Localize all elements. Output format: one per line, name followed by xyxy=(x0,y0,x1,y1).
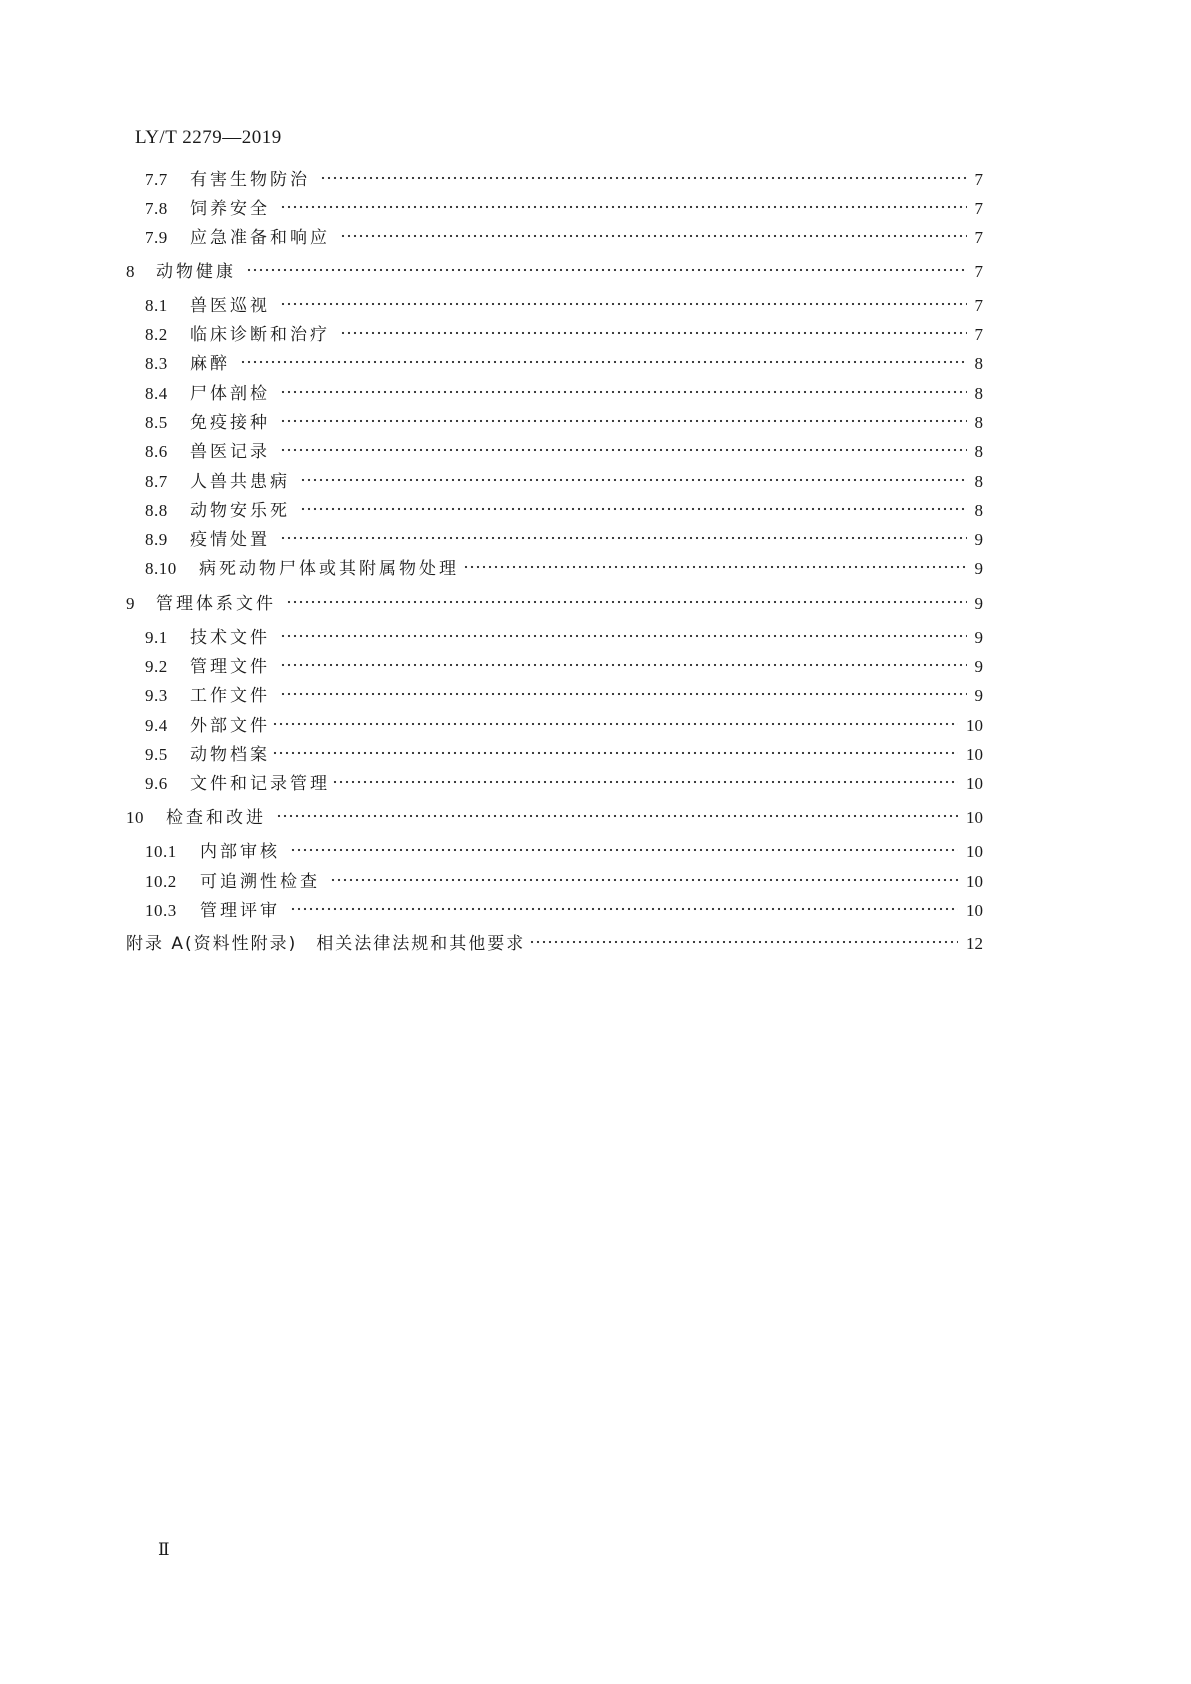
toc-entry-page: 10 xyxy=(966,745,983,764)
toc-entry-page: 8 xyxy=(974,501,983,520)
toc-entry-number: 9.6 xyxy=(145,774,168,793)
page-number-footer: Ⅱ xyxy=(158,1540,170,1559)
toc-dot-leader xyxy=(529,939,958,945)
toc-entry-title: 管理体系文件 xyxy=(156,594,276,614)
toc-entry-title: 人兽共患病 xyxy=(190,472,290,492)
toc-entry-9-1[interactable] xyxy=(145,626,983,650)
toc-entry-9-4[interactable] xyxy=(145,714,983,738)
toc-entry-title: 临床诊断和治疗 xyxy=(190,325,330,345)
toc-entry-page: 9 xyxy=(974,530,983,549)
toc-entry-number: 8.10 xyxy=(145,559,177,578)
toc-entry-title: 尸体剖检 xyxy=(190,384,270,404)
toc-entry-page: 9 xyxy=(974,559,983,578)
toc-entry-number: 9.2 xyxy=(145,657,168,676)
toc-entry-page: 10 xyxy=(966,716,983,735)
toc-entry-number: 8.6 xyxy=(145,442,168,461)
toc-entry-title: 动物健康 xyxy=(156,262,236,282)
toc-entry-title: 麻醉 xyxy=(190,354,230,374)
toc-entry-8-9[interactable] xyxy=(145,528,983,552)
toc-entry-title: 内部审核 xyxy=(200,842,280,862)
toc-dot-leader xyxy=(332,779,958,785)
toc-entry-8-6[interactable] xyxy=(145,440,983,464)
toc-dot-leader xyxy=(290,906,958,912)
toc-dot-leader xyxy=(330,877,958,883)
toc-dot-leader xyxy=(280,633,967,639)
toc-entry-10-3[interactable] xyxy=(145,899,983,923)
toc-entry-page: 7 xyxy=(974,170,983,189)
toc-entry-7-8[interactable] xyxy=(145,197,983,221)
toc-entry-page: 7 xyxy=(974,262,983,281)
toc-entry-9[interactable] xyxy=(126,592,983,616)
toc-entry-number: 7.8 xyxy=(145,199,168,218)
toc-entry-8-7[interactable] xyxy=(145,470,983,494)
toc-entry-title: 动物安乐死 xyxy=(190,501,290,521)
toc-entry-title: 工作文件 xyxy=(190,686,270,706)
toc-entry-10[interactable] xyxy=(126,806,983,830)
toc-entry-number: 8.1 xyxy=(145,296,168,315)
toc-entry-number: 8.8 xyxy=(145,501,168,520)
toc-entry-8-3[interactable] xyxy=(145,352,983,376)
toc-entry-title: 病死动物尸体或其附属物处理 xyxy=(199,559,459,579)
toc-dot-leader xyxy=(246,267,967,273)
toc-dot-leader xyxy=(300,506,967,512)
toc-dot-leader xyxy=(300,477,967,483)
toc-dot-leader xyxy=(272,721,958,727)
toc-dot-leader xyxy=(286,599,967,605)
toc-entry-page: 10 xyxy=(966,872,983,891)
toc-dot-leader xyxy=(280,535,967,541)
toc-entry-number: 8.2 xyxy=(145,325,168,344)
toc-dot-leader xyxy=(272,750,958,756)
toc-entry-page: 7 xyxy=(974,296,983,315)
toc-entry-page: 9 xyxy=(974,594,983,613)
toc-entry-page: 10 xyxy=(966,808,983,827)
toc-entry-page: 8 xyxy=(974,413,983,432)
toc-entry-7-7[interactable] xyxy=(145,168,983,192)
toc-entry-page: 9 xyxy=(974,686,983,705)
toc-entry-title: 可追溯性检查 xyxy=(200,872,320,892)
toc-entry-number: 10.2 xyxy=(145,872,177,891)
toc-entry-number: 附录 A xyxy=(126,934,186,954)
toc-entry-title: 管理文件 xyxy=(190,657,270,677)
toc-entry-title: 兽医记录 xyxy=(190,442,270,462)
standard-code-header: LY/T 2279—2019 xyxy=(135,127,282,148)
toc-entry-title: 外部文件 xyxy=(190,716,270,736)
toc-entry-page: 8 xyxy=(974,442,983,461)
toc-entry-8[interactable] xyxy=(126,260,983,284)
toc-dot-leader xyxy=(280,447,967,453)
toc-entry-number: 8.3 xyxy=(145,354,168,373)
toc-entry-8-1[interactable] xyxy=(145,294,983,318)
toc-entry-page: 9 xyxy=(974,628,983,647)
toc-entry-number: 7.7 xyxy=(145,170,168,189)
toc-entry-number: 10.3 xyxy=(145,901,177,920)
toc-entry-page: 9 xyxy=(974,657,983,676)
toc-entry-7-9[interactable] xyxy=(145,226,983,250)
toc-entry-number: 8 xyxy=(126,262,135,281)
toc-entry-number: 9.3 xyxy=(145,686,168,705)
toc-entry-number: 8.5 xyxy=(145,413,168,432)
toc-entry-page: 8 xyxy=(974,472,983,491)
toc-entry-9-5[interactable] xyxy=(145,743,983,767)
toc-entry-8-10[interactable] xyxy=(145,557,983,581)
toc-entry-8-5[interactable] xyxy=(145,411,983,435)
toc-entry-title: 应急准备和响应 xyxy=(190,228,330,248)
toc-entry-title: 兽医巡视 xyxy=(190,296,270,316)
toc-dot-leader xyxy=(280,418,967,424)
toc-entry-number: 9.1 xyxy=(145,628,168,647)
toc-entry-title: 检查和改进 xyxy=(166,808,266,828)
toc-entry-number: 9.5 xyxy=(145,745,168,764)
toc-dot-leader xyxy=(340,330,967,336)
toc-entry-number: 7.9 xyxy=(145,228,168,247)
toc-entry-10-1[interactable] xyxy=(145,840,983,864)
toc-entry-title: 免疫接种 xyxy=(190,413,270,433)
toc-entry-number: 9 xyxy=(126,594,135,613)
toc-entry-10-2[interactable] xyxy=(145,870,983,894)
toc-entry-page: 10 xyxy=(966,842,983,861)
toc-entry-number: 8.7 xyxy=(145,472,168,491)
toc-entry-8-4[interactable] xyxy=(145,382,983,406)
toc-dot-leader xyxy=(463,564,967,570)
toc-dot-leader xyxy=(280,389,967,395)
toc-entry-page: 8 xyxy=(974,354,983,373)
toc-entry-page: 7 xyxy=(974,325,983,344)
toc-entry-8-2[interactable] xyxy=(145,323,983,347)
toc-entry-page: 10 xyxy=(966,901,983,920)
toc-dot-leader xyxy=(340,233,967,239)
toc-dot-leader xyxy=(320,175,967,181)
toc-dot-leader xyxy=(240,359,967,365)
toc-entry-9-2[interactable] xyxy=(145,655,983,679)
toc-dot-leader xyxy=(280,662,967,668)
toc-dot-leader xyxy=(280,301,967,307)
toc-entry-page: 7 xyxy=(974,228,983,247)
toc-entry-number: 8.9 xyxy=(145,530,168,549)
toc-entry-title: (资料性附录) 相关法律法规和其他要求 xyxy=(185,934,526,954)
toc-entry-title: 饲养安全 xyxy=(190,199,270,219)
toc-entry-9-3[interactable] xyxy=(145,684,983,708)
toc-entry-9-6[interactable] xyxy=(145,772,983,796)
toc-entry-appendix-a[interactable] xyxy=(126,932,983,956)
toc-entry-number: 9.4 xyxy=(145,716,168,735)
toc-dot-leader xyxy=(290,847,958,853)
toc-entry-page: 12 xyxy=(966,934,983,953)
toc-entry-page: 7 xyxy=(974,199,983,218)
toc-entry-number: 10 xyxy=(126,808,144,827)
toc-entry-title: 管理评审 xyxy=(200,901,280,921)
toc-entry-title: 技术文件 xyxy=(190,628,270,648)
toc-dot-leader xyxy=(276,813,958,819)
toc-entry-number: 8.4 xyxy=(145,384,168,403)
toc-entry-title: 动物档案 xyxy=(190,745,270,765)
toc-entry-title: 疫情处置 xyxy=(190,530,270,550)
toc-dot-leader xyxy=(280,691,967,697)
toc-entry-title: 有害生物防治 xyxy=(190,170,310,190)
toc-entry-page: 8 xyxy=(974,384,983,403)
toc-entry-number: 10.1 xyxy=(145,842,177,861)
toc-entry-8-8[interactable] xyxy=(145,499,983,523)
toc-entry-page: 10 xyxy=(966,774,983,793)
toc-entry-title: 文件和记录管理 xyxy=(190,774,330,794)
toc-dot-leader xyxy=(280,204,967,210)
